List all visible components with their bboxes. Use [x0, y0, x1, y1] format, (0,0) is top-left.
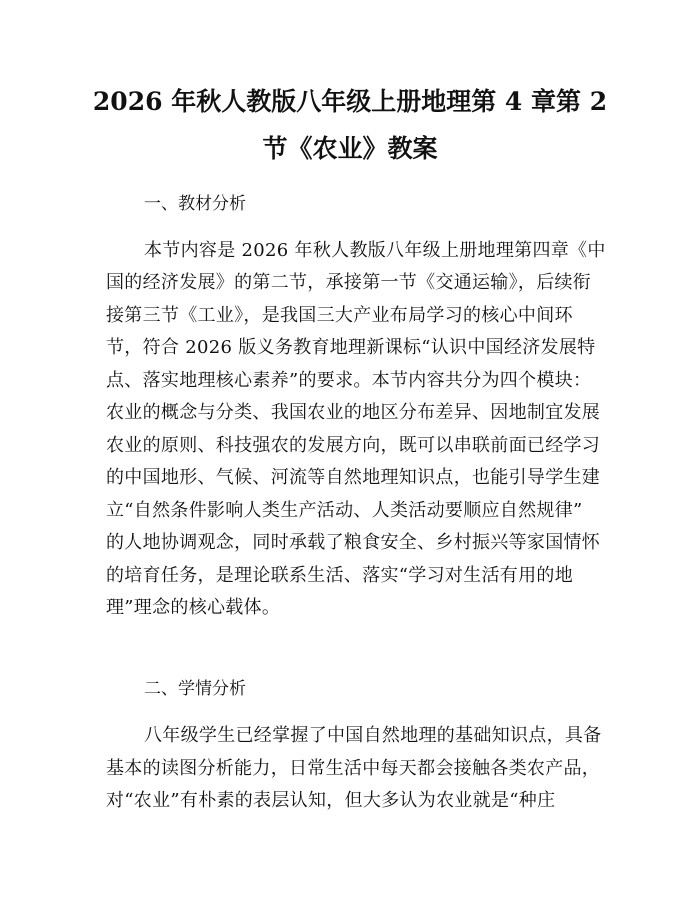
paragraph-line: 对“农业”有朴素的表层认知，但大多认为农业就是“种庄: [106, 790, 556, 811]
section-heading-learner-analysis: 二、学情分析: [144, 679, 246, 699]
paragraph-line: 农业的概念与分类、我国农业的地区分布差异、因地制宜发展: [106, 402, 601, 423]
paragraph-line: 八年级学生已经掌握了中国自然地理的基础知识点，具备: [144, 725, 602, 746]
paragraph-line: 点、落实地理核心素养”的要求。本节内容共分为四个模块：: [106, 370, 592, 391]
section-heading-textbook-analysis: 一、教材分析: [144, 194, 246, 214]
paragraph-line: 基本的读图分析能力，日常生活中每天都会接触各类农产品，: [106, 758, 601, 779]
paragraph-line: 国的经济发展》的第二节，承接第一节《交通运输》，后续衔: [106, 272, 592, 293]
paragraph-line: 的中国地形、气候、河流等自然地理知识点，也能引导学生建: [106, 467, 601, 488]
paragraph-line: 本节内容是 2026 年秋人教版八年级上册地理第四章《中: [144, 240, 606, 261]
document-title-line-1: 2026 年秋人教版八年级上册地理第 4 章第 2: [92, 87, 608, 116]
paragraph-line: 节，符合 2026 版义务教育地理新课标“认识中国经济发展特: [106, 337, 596, 358]
paragraph-line: 立“自然条件影响人类生产活动、人类活动要顺应自然规律”: [106, 500, 583, 521]
paragraph-line: 的培育任务，是理论联系生活、落实“学习对生活有用的地: [106, 565, 573, 586]
paragraph-line: 接第三节《工业》，是我国三大产业布局学习的核心中间环: [106, 305, 573, 326]
paragraph-line: 农业的原则、科技强农的发展方向，既可以串联前面已经学习: [106, 435, 601, 456]
document-title-line-2: 节《农业》教案: [262, 134, 438, 163]
paragraph-line: 的人地协调观念，同时承载了粮食安全、乡村振兴等家国情怀: [106, 532, 601, 553]
paragraph-line: 理”理念的核心载体。: [106, 597, 281, 618]
